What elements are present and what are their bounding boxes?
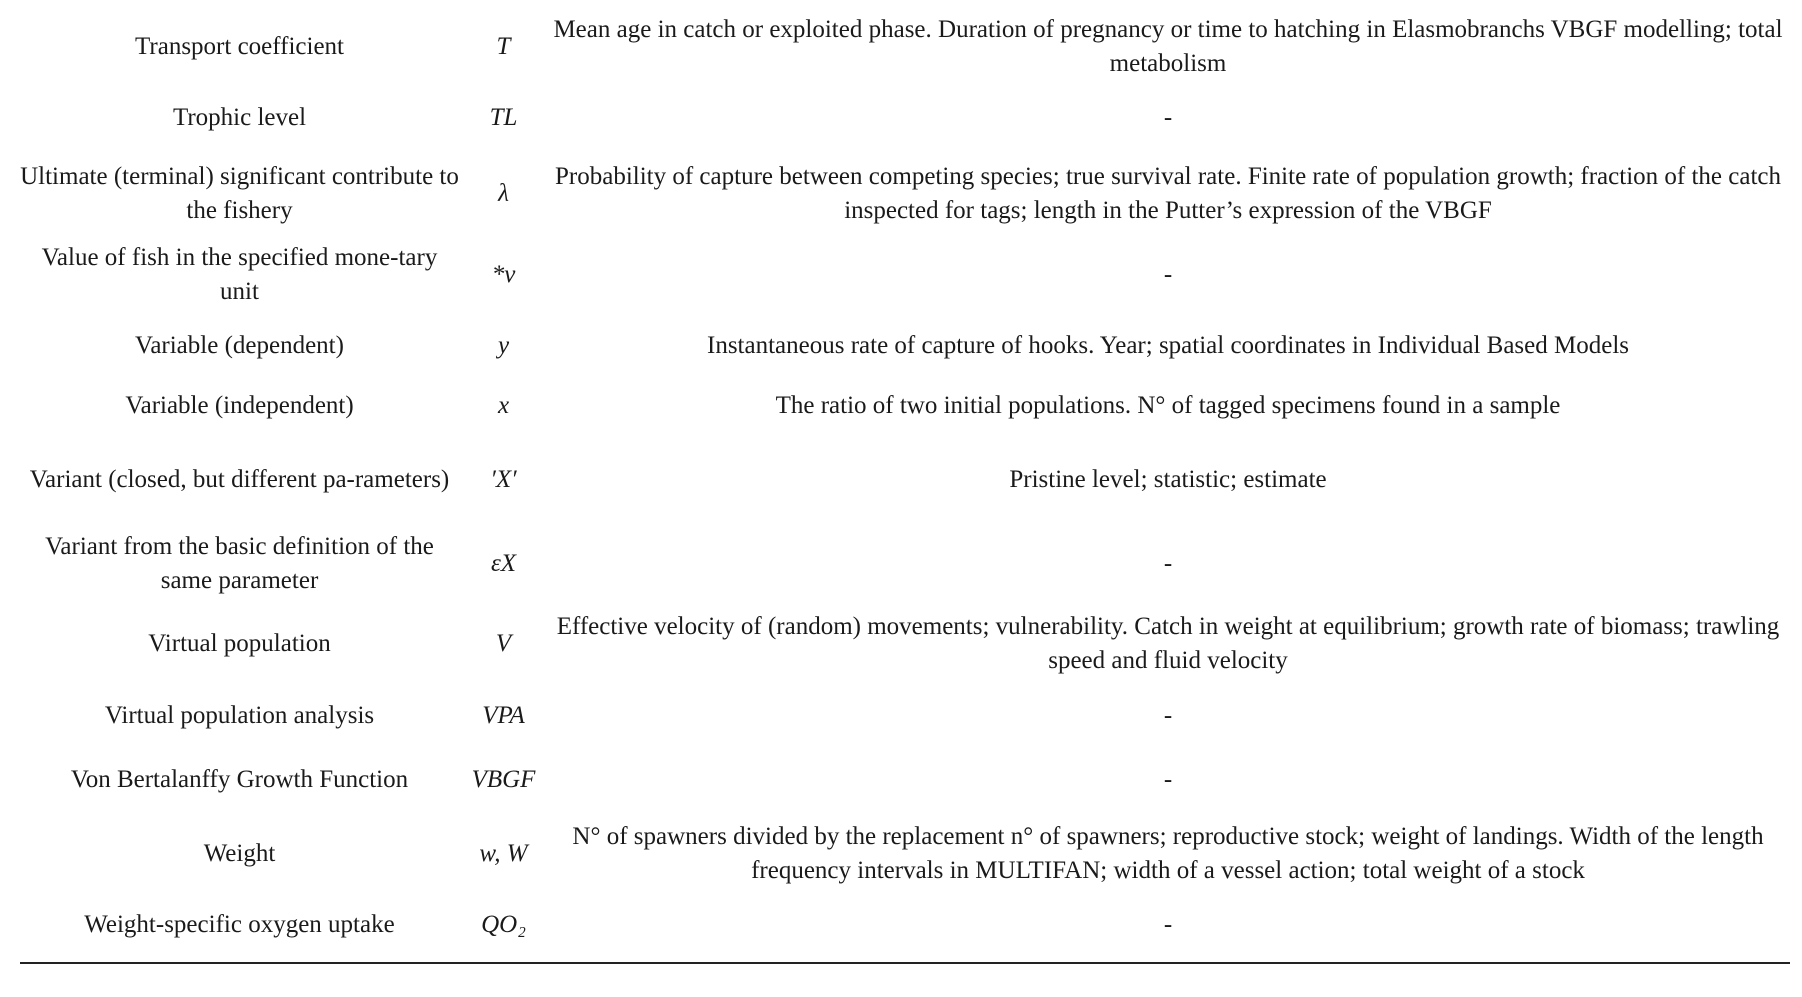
parameter-definition: - xyxy=(1163,702,1173,729)
parameter-name: Weight-specific oxygen uptake xyxy=(84,910,395,938)
table-row xyxy=(18,377,1790,435)
parameter-definition: - xyxy=(1163,550,1173,577)
parameter-name: Trophic level xyxy=(172,103,307,131)
parameter-symbol: x xyxy=(497,392,510,419)
parameter-symbol: *v xyxy=(491,261,516,288)
parameter-name: Von Bertalanffy Growth Function xyxy=(70,766,409,793)
table-row xyxy=(18,12,1790,82)
parameter-symbol: QO₂ xyxy=(481,910,526,938)
parameter-name: Variant (closed, but different pa-rameters) xyxy=(29,465,450,493)
parameter-symbol: λ xyxy=(498,180,509,207)
parameter-definition: N° of spawners divided by the replacement n° of spawners; reproductive stock; weight of landings. Width of the length frequency intervals in MULTIFAN; width of a vessel action; total weight of a stock xyxy=(572,822,1764,884)
table-row xyxy=(18,683,1790,749)
parameter-name: Virtual population analysis xyxy=(104,702,375,729)
parameter-name: Value of fish in the specified mone-tary unit xyxy=(41,244,438,305)
parameter-symbol: w, W xyxy=(479,839,528,867)
parameter-definition: - xyxy=(1163,261,1173,288)
parameter-definition: Probability of capture between competing species; true survival rate. Finite rate of population growth; fraction of the catch inspected for tags; length in the Putter’s expression of the VBGF xyxy=(555,163,1781,224)
parameter-definition: Pristine level; statistic; estimate xyxy=(1009,465,1327,493)
table-row xyxy=(18,749,1790,811)
parameter-symbol: VPA xyxy=(482,702,525,729)
table-row xyxy=(18,315,1790,377)
parameter-definition: - xyxy=(1163,103,1173,131)
parameter-definition: Instantaneous rate of capture of hooks. Year; spatial coordinates in Individual Based Models xyxy=(707,332,1629,359)
parameter-name: Variable (independent) xyxy=(125,392,354,419)
parameter-name: Virtual population xyxy=(148,629,331,657)
parameter-symbol: εX xyxy=(490,550,517,577)
parameter-symbol: T xyxy=(496,33,511,60)
parameter-definition: Mean age in catch or exploited phase. Duration of pregnancy or time to hatching in Elasmobranchs VBGF modelling; total metabolism xyxy=(553,16,1783,77)
parameter-symbol: ′X′ xyxy=(490,465,517,493)
parameter-name: Variant from the basic definition of the same parameter xyxy=(45,533,434,594)
table-row xyxy=(18,153,1790,235)
parameter-name: Variable (dependent) xyxy=(135,332,344,359)
parameter-symbol: V xyxy=(495,629,512,657)
parameter-symbol: y xyxy=(497,332,510,359)
table-row xyxy=(18,235,1790,315)
parameter-definition: - xyxy=(1163,910,1173,938)
parameter-name: Transport coefficient xyxy=(135,33,344,60)
table-row xyxy=(18,524,1790,604)
table-row xyxy=(18,435,1790,524)
table-row xyxy=(18,811,1790,896)
parameter-symbol: TL xyxy=(489,103,518,131)
table-row xyxy=(18,896,1790,953)
table-row xyxy=(18,604,1790,683)
parameter-definition: - xyxy=(1163,766,1173,793)
parameter-symbol: VBGF xyxy=(471,766,536,793)
parameter-name: Ultimate (terminal) significant contribute to the fishery xyxy=(20,163,459,224)
symbols-table xyxy=(18,12,1790,953)
parameter-definition: The ratio of two initial populations. N° of tagged specimens found in a sample xyxy=(775,392,1561,419)
parameter-name: Weight xyxy=(203,839,276,867)
parameter-definition: Effective velocity of (random) movements; vulnerability. Catch in weight at equilibrium; growth rate of biomass; trawling speed and fluid velocity xyxy=(556,612,1780,674)
table-row xyxy=(18,82,1790,153)
table-bottom-rule xyxy=(20,962,1790,964)
